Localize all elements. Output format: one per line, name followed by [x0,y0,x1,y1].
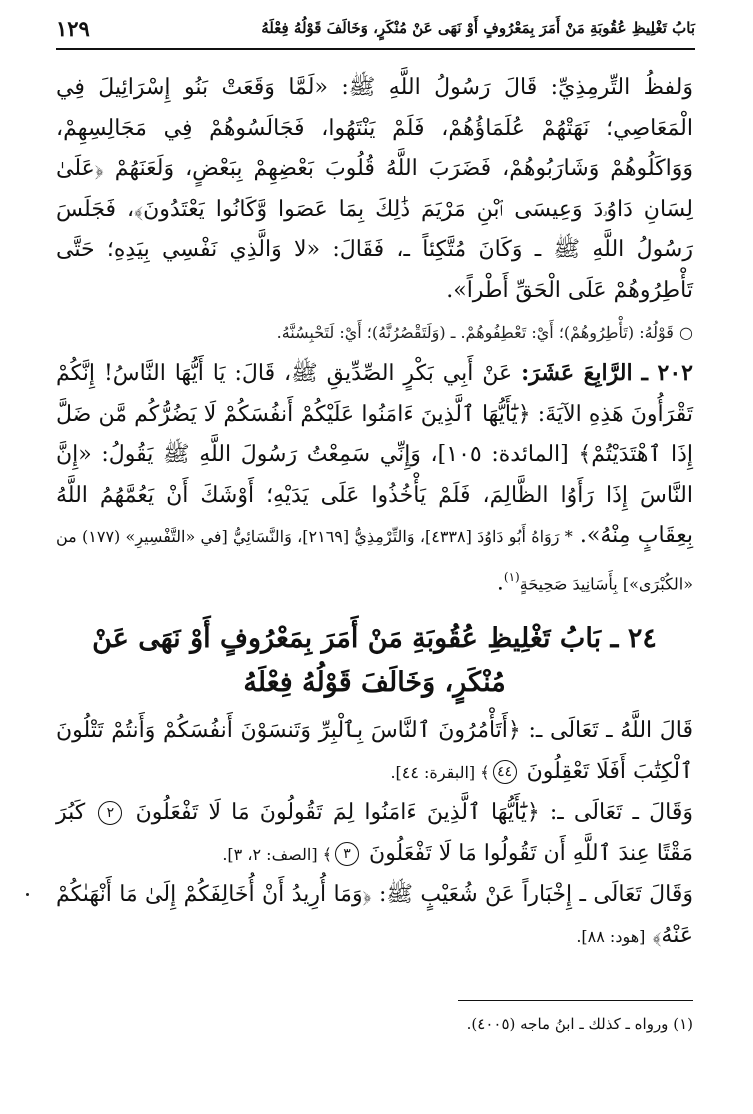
quote-intro: وَقَالَ تَعَالَى ـ إِخْبَاراً عَنْ شُعَيْبٍ ﷺ: [379,882,694,908]
hadith-number: ٢٠٢ ـ [641,360,693,386]
quran-quote-saff [56,793,693,875]
verse-text: ﴿يَٰٓأَيُّهَا ٱلَّذِينَ ءَامَنُوا لِمَ تَقُولُونَ مَا لَا تَفْعَلُونَ [135,800,540,826]
margin-dot [26,893,29,896]
footnote [56,1012,693,1036]
hadith-text: عَنْ أَبِي بَكْرٍ الصِّدِّيقِ ﷺ، قَالَ: يَا أَيُّهَا النَّاسُ! إِنَّكُمْ تَقْرَأُونَ هَذِهِ الآيَةَ: ﴿يَٰٓأَيُّهَا ٱلَّذِينَ ءَامَنُوا عَلَيْكُمْ أَنفُسَكُمْ لَا يَضُرُّكُم مَّن ضَلَّ إِذَا ٱهْتَدَيْتُمْ﴾ [المائدة: ١٠٥]، وَإِنِّي سَمِعْتُ رَسُولَ اللَّهِ ﷺ يَقُولُ: «إِنَّ النَّاسَ إِذَا رَأَوُا الظَّالِمَ، فَلَمْ يَأْخُذُوا عَلَى يَدَيْهِ؛ أَوْشَكَ أَنْ يَعُمَّهُمُ اللَّهُ بِعِقَابٍ مِنْهُ». [56,361,694,548]
verse-reference: [هود: ٨٨]. [576,926,646,946]
verse-text: كَبُرَ مَقْتًا عِندَ ٱللَّهِ أَن تَقُولُوا مَا لَا تَفْعَلُونَ [56,800,693,866]
page-number: ١٢٩ [56,15,90,41]
header-divider [56,48,695,50]
footnote-marker: (١) [673,1015,693,1033]
quote-intro: قَالَ اللَّهُ ـ تَعَالَى ـ: [528,718,694,744]
word-explanation-note: ○ قَوْلُهُ: (تَأْطِرُوهُمْ)؛ أَيْ: تَعْطِفُوهُمْ. ـ (وَلَتَقْصُرُنَّهُ)؛ أَيْ: لَتَحْبِسُنَّهُ. [276,323,693,342]
running-header [56,8,695,48]
quran-quote-hud [56,875,693,957]
verse-reference: ﴾ [البقرة: ٤٤]. [390,762,490,782]
ayah-number-marker: ٢ [98,801,122,825]
verse-reference: ﴾ [الصف: ٢، ٣]. [222,844,333,864]
page-body [56,68,693,957]
quran-quote-baqarah [56,711,693,793]
running-header-title: بَابُ تَغْلِيظِ عُقُوبَةِ مَنْ أَمَرَ بِمَعْرُوفٍ أَوْ نَهَى عَنْ مُنْكَرٍ، وَخَالَفَ قَوْلُهُ فِعْلَهُ [261,19,695,37]
ayah-number-marker: ٤٤ [493,760,517,784]
verse-text: ﴿وَمَا أُرِيدُ أَنْ أُخَالِفَكُمْ إِلَىٰ مَا أَنْهَىٰكُمْ عَنْهُ﴾ [56,882,693,948]
verse-text: ﴿أَتَأْمُرُونَ ٱلنَّاسَ بِٱلْبِرِّ وَتَنسَوْنَ أَنفُسَكُمْ وَأَنتُمْ تَتْلُونَ ٱلْكِتَٰبَ أَفَلَا تَعْقِلُونَ [56,718,693,784]
footnote-divider [458,1000,693,1001]
hadith-tirmidhi-wording: وَلفظُ التِّرمِذِيِّ: قَالَ رَسُولُ اللَّهِ ﷺ: «لَمَّا وَقَعَتْ بَنُو إِسْرَائِيلَ فِي الْمَعَاصِي؛ نَهَتْهُمْ عُلَمَاؤُهُمْ، فَلَمْ يَنْتَهُوا، فَجَالَسُوهُمْ فِي مَجَالِسِهِمْ، وَوَاكَلُوهُمْ وَشَارَبُوهُمْ، فَضَرَبَ اللَّهُ قُلُوبَ بَعْضِهِمْ بِبَعْضٍ، وَلَعَنَهُمْ ﴿عَلَىٰ لِسَانِ دَاوُۥدَ وَعِيسَى ٱبْنِ مَرْيَمَ ذَٰلِكَ بِمَا عَصَوا وَّكَانُوا يَعْتَدُونَ﴾، فَجَلَسَ رَسُولُ اللَّهِ ﷺ ـ وَكَانَ مُتَّكِئاً ـ، فَقَالَ: «لا وَالَّذِي نَفْسِي بِيَدِهِ؛ حَتَّى تَأْطِرُوهُمْ عَلَى الْحَقِّ أَطْراً». [56,75,693,303]
hadith-202: ٢٠٢ ـ الرَّابِعَ عَشَرَ: عَنْ أَبِي بَكْرٍ الصِّدِّيقِ ﷺ، قَالَ: يَا أَيُّهَا النَّاسُ! إِنَّكُمْ تَقْرَأُونَ هَذِهِ الآيَةَ: ﴿يَٰٓأَيُّهَا ٱلَّذِينَ ءَامَنُوا عَلَيْكُمْ أَنفُسَكُمْ لَا يَضُرُّكُم مَّن ضَلَّ إِذَا ٱهْتَدَيْتُمْ﴾ [المائدة: ١٠٥]، وَإِنِّي سَمِعْتُ رَسُولَ اللَّهِ ﷺ يَقُولُ: «إِنَّ النَّاسَ إِذَا رَأَوُا الظَّالِمَ، فَلَمْ يَأْخُذُوا عَلَى يَدَيْهِ؛ أَوْشَكَ أَنْ يَعُمَّهُمُ اللَّهُ بِعِقَابٍ مِنْهُ». * رَوَاهُ أَبُو دَاوُدَ [٤٣٣٨]، وَالتِّرْمِذِيُّ [٢١٦٩]، وَالنَّسَائِيُّ [في «التَّفْسِيرِ» (١٧٧) من «الكُبْرَى»] بِأَسَانِيدَ صَحِيحَةٍ$^{(١)}$. [56,360,694,595]
chapter-title: ٢٤ ـ بَابُ تَغْلِيظِ عُقُوبَةِ مَنْ أَمَرَ بِمَعْرُوفٍ أَوْ نَهَى عَنْ مُنْكَرٍ، وَخَالَفَ قَوْلُهُ فِعْلَهُ [92,623,657,699]
footnote-text: ورواه ـ كذلك ـ ابنُ ماجه (٤٠٠٥). [466,1015,669,1033]
hadith-label: الرَّابِعَ عَشَرَ: [521,360,633,386]
hadith-source: * رَوَاهُ أَبُو دَاوُدَ [٤٣٣٨]، وَالتِّرْمِذِيُّ [٢١٦٩]، وَالنَّسَائِيُّ [في «التَّفْسِيرِ» (١٧٧) من «الكُبْرَى»] بِأَسَانِيدَ صَحِيحَةٍ [56,527,693,593]
quote-intro: وَقَالَ ـ تَعَالَى ـ: [549,800,693,826]
ayah-number-marker: ٣ [335,842,359,866]
footnote-reference: (١) [503,569,520,584]
